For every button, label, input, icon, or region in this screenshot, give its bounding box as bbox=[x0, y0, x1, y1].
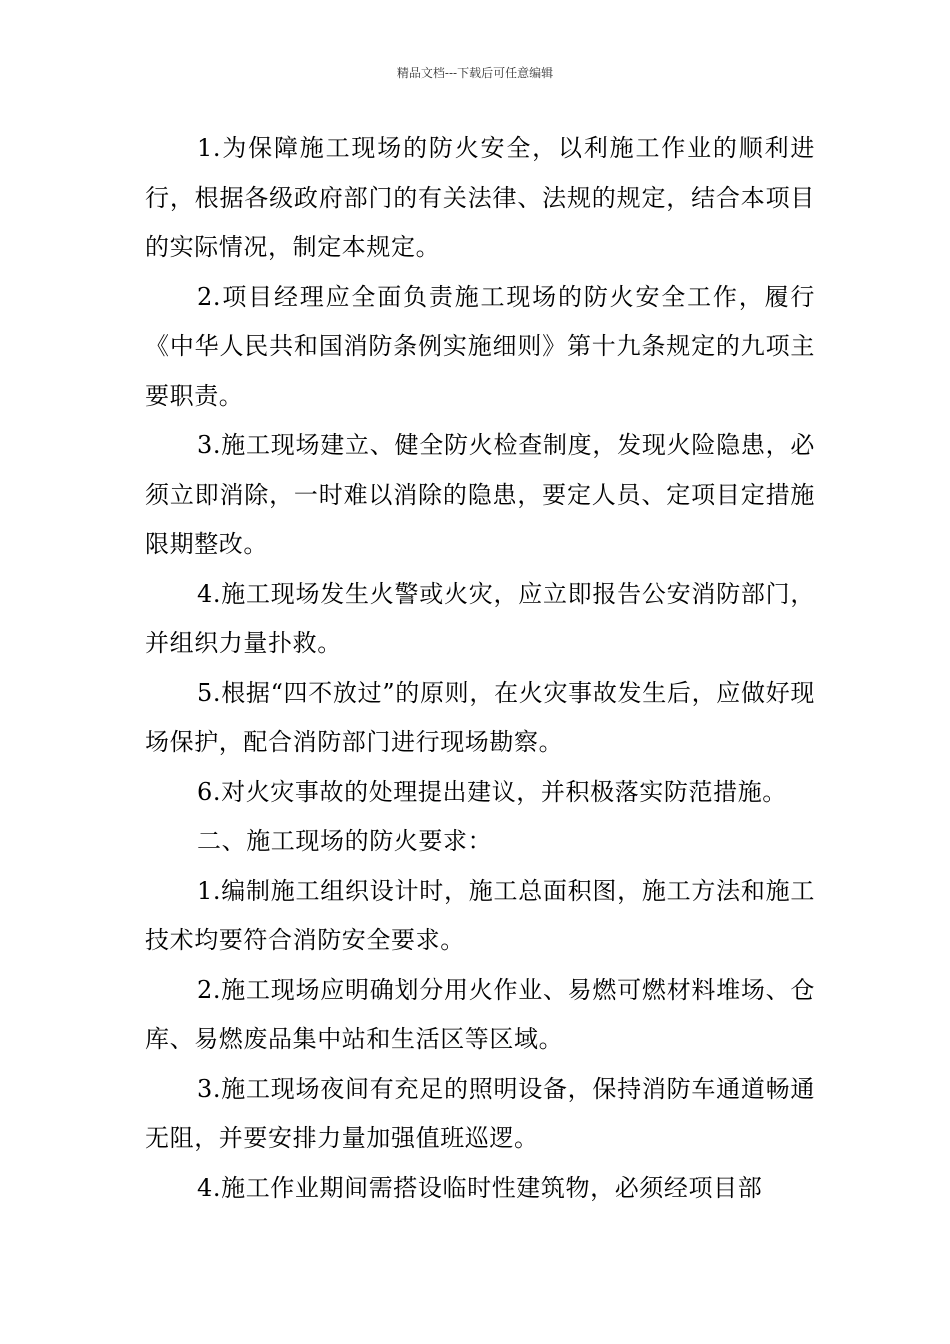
paragraph-10: 4.施工作业期间需搭设临时性建筑物，必须经项目部 bbox=[197, 1173, 763, 1202]
section-heading: 二、施工现场的防火要求： bbox=[197, 827, 493, 855]
paragraph-5: 5.根据“四不放过”的原则，在火灾事故发生后，应做好现场保护，配合消防部门进行现场勘察。 bbox=[145, 678, 815, 756]
paragraph-2: 2.项目经理应全面负责施工现场的防火安全工作，履行《中华人民共和国消防条例实施细则》第十九条规定的九项主要职责。 bbox=[145, 282, 815, 410]
paragraph-6: 6.对火灾事故的处理提出建议，并积极落实防范措施。 bbox=[197, 777, 787, 806]
paragraph-9: 3.施工现场夜间有充足的照明设备，保持消防车通道畅通无阻，并要安排力量加强值班巡逻。 bbox=[145, 1074, 815, 1152]
page-header: 精品文档---下载后可任意编辑 bbox=[396, 66, 554, 80]
paragraph-4: 4.施工现场发生火警或火灾，应立即报告公安消防部门，并组织力量扑救。 bbox=[145, 579, 815, 657]
paragraph-3: 3.施工现场建立、健全防火检查制度，发现火险隐患，必须立即消除，一时难以消除的隐患，要定人员、定项目定措施限期整改。 bbox=[145, 431, 815, 558]
paragraph-7: 1.编制施工组织设计时，施工总面积图，施工方法和施工技术均要符合消防安全要求。 bbox=[145, 876, 815, 954]
paragraph-1: 1.为保障施工现场的防火安全，以利施工作业的顺利进行，根据各级政府部门的有关法律、法规的规定，结合本项目的实际情况，制定本规定。 bbox=[145, 134, 815, 261]
paragraph-8: 2.施工现场应明确划分用火作业、易燃可燃材料堆场、仓库、易燃废品集中站和生活区等区域。 bbox=[145, 975, 815, 1053]
document-body bbox=[145, 124, 815, 1213]
